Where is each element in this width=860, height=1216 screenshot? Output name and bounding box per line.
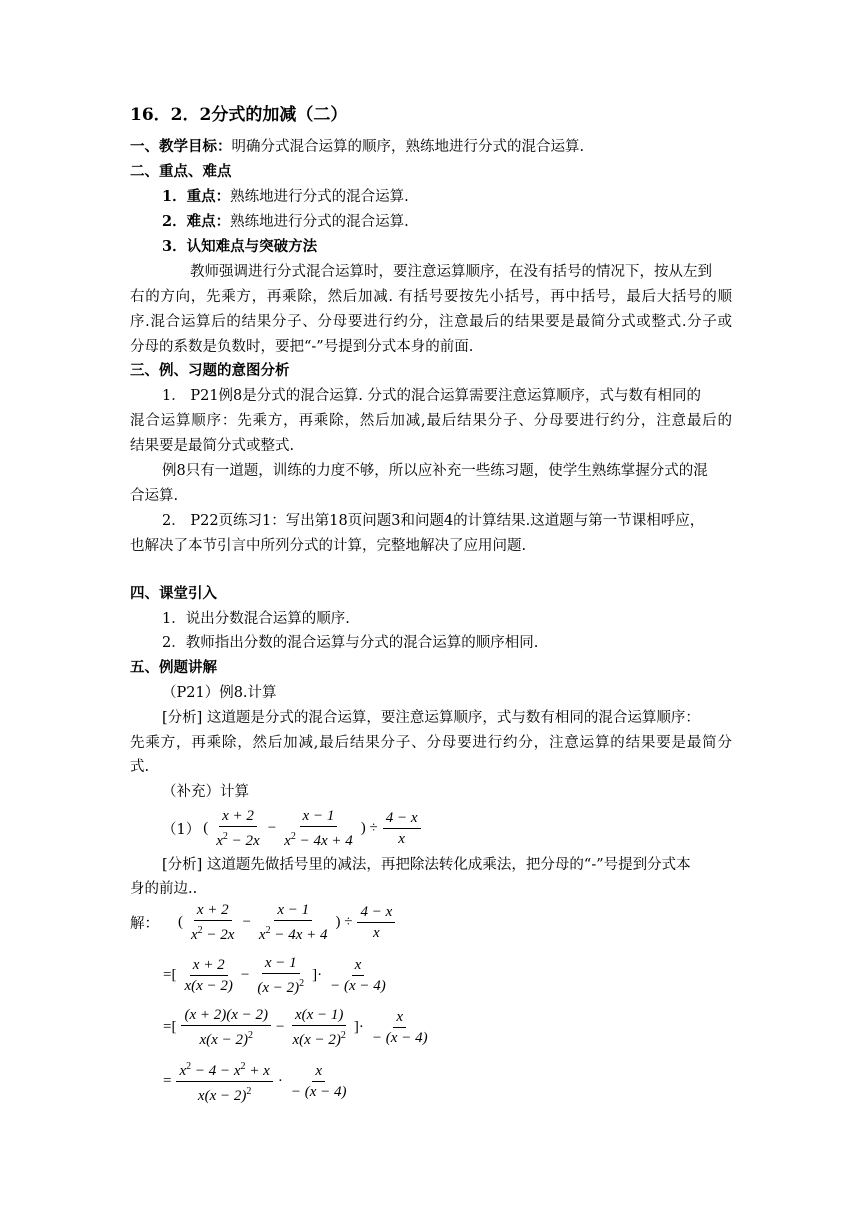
method-item — [162, 238, 317, 256]
fraction: $\frac{x(x - 1)}{x(x - 2)^2}$ — [292, 1006, 346, 1048]
intent-heading: 三、例、习题的意图分析 — [130, 362, 290, 379]
objective-line — [130, 138, 584, 156]
difficulty-text: 熟练地进行分式的混合运算. — [230, 214, 409, 230]
intent-para-line: 结果要是最简分式或整式. — [130, 438, 295, 454]
solution-step-4: = $\frac{x^2 - 4 - x^2 + x}{x(x - 2)^2}$ · $\frac{x}{- (x - 4)}$ — [160, 1058, 351, 1104]
analysis-line: 先乘方，再乘除，然后加减,最后结果分子、分母要进行约分，注意运算的结果要是最简分 — [130, 735, 732, 751]
solution-label: 解： — [130, 915, 159, 932]
key-point-label: 1．重点： — [162, 188, 231, 205]
fraction: $\frac{x}{- (x - 4)}$ — [290, 1062, 347, 1100]
example-title: （P21）例8.计算 — [162, 685, 277, 701]
supplement-title: （补充）计算 — [162, 784, 249, 800]
intent-para-line: 2． P22页练习1：写出第18页问题3和问题4的计算结果.这道题与第一节课相呼应， — [162, 513, 705, 529]
fraction: $\frac{x - 1}{x^2 - 4x + 4}$ — [258, 901, 328, 943]
solution-step-2: =[ $\frac{x + 2}{x(x - 2)}$ − $\frac{x - 1}{(x - 2)^2}$ ]· $\frac{x}{- (x - 4)}$ — [160, 952, 391, 998]
intent-para-line: 也解决了本节引言中所列分式的计算，完整地解决了应用问题. — [130, 538, 527, 554]
solution-step-1: 解： ( $\frac{x + 2}{x^2 - 2x}$ − $\frac{x - 1}{x^2 - 4x + 4}$ ) ÷ $\frac{4 - x}{x}$ — [130, 900, 397, 944]
intro-item: 1．说出分数混合运算的顺序. — [162, 611, 350, 627]
intent-para-line: 1． P21例8是分式的混合运算. 分式的混合运算需要注意运算顺序，式与数有相同的 — [162, 388, 701, 404]
analysis-line: [分析] 这道题是分式的混合运算，要注意运算顺序，式与数有相同的混合运算顺序： — [162, 710, 700, 726]
fraction: $\frac{x - 1}{(x - 2)^2}$ — [257, 954, 305, 996]
objective-heading: 一、教学目标： — [130, 138, 232, 155]
method-para-line: 分母的系数是负数时，要把“-”号提到分式本身的前面. — [130, 339, 474, 355]
difficulty-item — [162, 213, 409, 231]
fraction: $\frac{(x + 2)(x - 2)}{x(x - 2)^2}$ — [181, 1007, 271, 1048]
fraction: $\frac{x}{- (x - 4)}$ — [330, 956, 386, 994]
fraction: $\frac{4 - x}{x}$ — [357, 904, 395, 941]
analysis-line: [分析] 这道题先做括号里的减法，再把除法转化成乘法，把分母的“-”号提到分式本 — [162, 857, 691, 873]
analysis-line: 身的前边.. — [130, 881, 198, 897]
fraction: $\frac{x}{- (x - 4)}$ — [371, 1008, 428, 1046]
key-points-heading: 二、重点、难点 — [130, 163, 232, 180]
fraction: $\frac{4 - x}{x}$ — [383, 810, 421, 847]
fraction: $\frac{x + 2}{x^2 - 2x}$ — [216, 807, 260, 849]
problem-1-expression: （1） ( $\frac{x + 2}{x^2 - 2x}$ − $\frac{x - 1}{x^2 - 4x + 4}$ ) ÷ $\frac{4 - x}{x}$ — [162, 806, 423, 850]
fraction: $\frac{x + 2}{x^2 - 2x}$ — [191, 901, 235, 943]
key-point-text: 熟练地进行分式的混合运算. — [230, 189, 409, 205]
examples-heading: 五、例题讲解 — [130, 659, 217, 676]
method-para-line: 序.混合运算后的结果分子、分母要进行约分，注意最后的结果要是最简分式或整式.分子或 — [130, 314, 732, 330]
method-para-line: 教师强调进行分式混合运算时，要注意运算顺序，在没有括号的情况下，按从左到 — [190, 264, 712, 280]
fraction: $\frac{x - 1}{x^2 - 4x + 4}$ — [284, 807, 353, 849]
page-title: 16．2．2分式的加减（二） — [130, 105, 348, 125]
intent-para-line: 合运算. — [130, 488, 179, 504]
problem-1-label: （1） — [162, 821, 201, 838]
fraction: $\frac{x + 2}{x(x - 2)}$ — [184, 956, 233, 994]
fraction: $\frac{x^2 - 4 - x^2 + x}{x(x - 2)^2}$ — [176, 1059, 272, 1104]
difficulty-label: 2．难点： — [162, 213, 231, 230]
intent-para-line: 例8只有一道题，训练的力度不够，所以应补充一些练习题，使学生熟练掌握分式的混 — [162, 463, 708, 479]
analysis-line: 式. — [130, 759, 150, 775]
key-point-item — [162, 188, 409, 206]
objective-text: 明确分式混合运算的顺序，熟练地进行分式的混合运算. — [231, 139, 585, 155]
solution-step-3: =[ $\frac{(x + 2)(x - 2)}{x(x - 2)^2}$ − $\frac{x(x - 1)}{x(x - 2)^2}$ ]· $\frac{x}{- (x - 4)}$ — [160, 1004, 433, 1050]
method-para-line: 右的方向，先乘方，再乘除，然后加减. 有括号要按先小括号，再中括号，最后大括号的顺 — [130, 289, 732, 305]
intent-para-line: 混合运算顺序：先乘方，再乘除，然后加减,最后结果分子、分母要进行约分，注意最后的 — [130, 413, 732, 429]
intro-heading: 四、课堂引入 — [130, 585, 217, 602]
method-label: 3．认知难点与突破方法 — [162, 238, 318, 255]
intro-item: 2．教师指出分数的混合运算与分式的混合运算的顺序相同. — [162, 635, 539, 651]
